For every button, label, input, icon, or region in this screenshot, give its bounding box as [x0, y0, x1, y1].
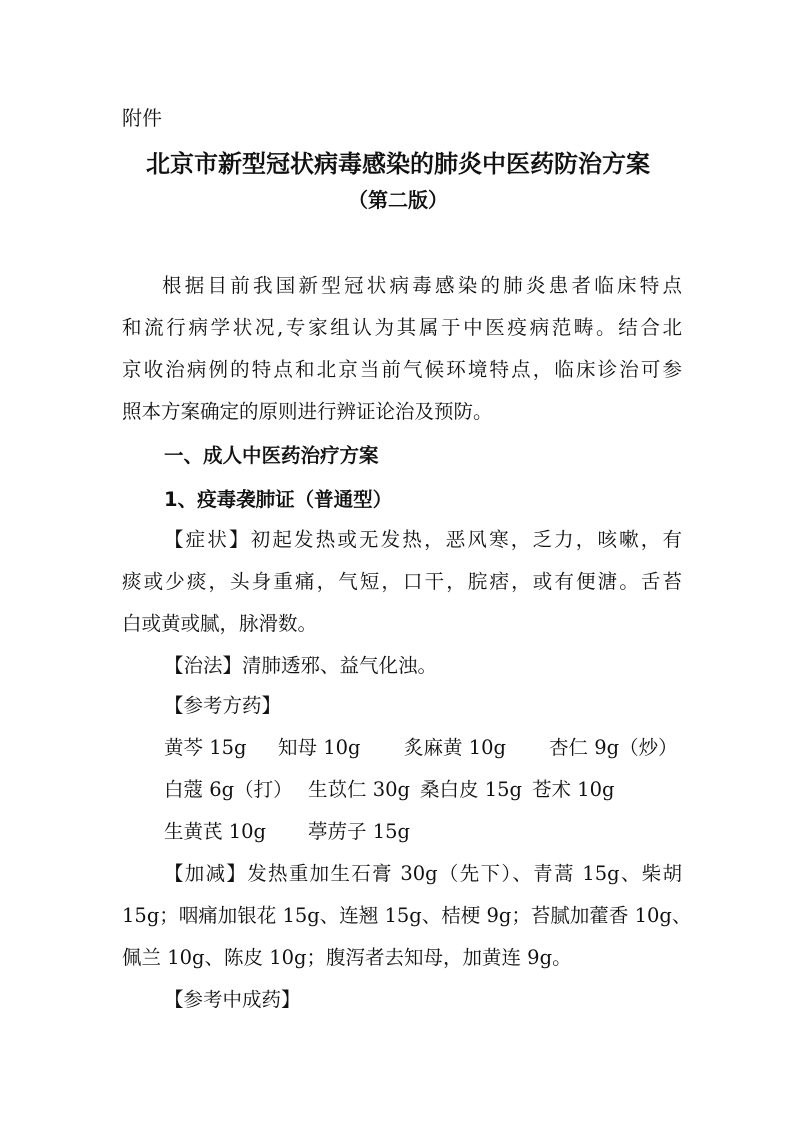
- intro-line-4: 照本方案确定的原则进行辨证论治及预防。: [122, 400, 493, 423]
- treatment-line: 【治法】清肺透邪、益气化浊。: [164, 654, 438, 677]
- modification-line-2: 15g；咽痛加银花 15g、连翘 15g、桔梗 9g；苔腻加藿香 10g、: [122, 904, 692, 927]
- symptoms-line-1: 【症状】初起发热或无发热，恶风寒，乏力，咳嗽，有: [164, 528, 682, 551]
- herb-item: 葶苈子 15g: [308, 820, 410, 843]
- subsection-heading: 1、疫毒袭肺证（普通型）: [164, 488, 393, 511]
- modification-line-3: 佩兰 10g、陈皮 10g；腹泻者去知母，加黄连 9g。: [122, 946, 572, 969]
- prescription-heading: 【参考方药】: [164, 694, 282, 717]
- symptoms-line-2: 痰或少痰，头身重痛，气短，口干，脘痞，或有便溏。舌苔: [122, 570, 682, 593]
- intro-line-3: 京收治病例的特点和北京当前气候环境特点，临床诊治可参: [122, 358, 682, 381]
- herb-item: 炙麻黄 10g: [404, 736, 506, 759]
- herb-item: 黄芩 15g: [164, 736, 247, 759]
- herb-item: 杏仁 9g（炒）: [549, 736, 678, 759]
- herb-item: 生苡仁 30g: [308, 778, 410, 801]
- document-title: 北京市新型冠状病毒感染的肺炎中医药防治方案: [146, 150, 650, 178]
- document-subtitle: （第二版）: [348, 188, 448, 212]
- modification-line-1: 【加减】发热重加生石膏 30g（先下）、青蒿 15g、柴胡: [164, 862, 682, 885]
- attachment-label: 附件: [122, 106, 162, 130]
- section-heading: 一、成人中医药治疗方案: [164, 444, 379, 467]
- intro-line-1: 根据目前我国新型冠状病毒感染的肺炎患者临床特点: [162, 274, 682, 297]
- herb-item: 苍术 10g: [532, 778, 615, 801]
- patent-medicine-heading: 【参考中成药】: [164, 988, 301, 1011]
- herb-item: 桑白皮 15g: [420, 778, 522, 801]
- herb-item: 白蔻 6g（打）: [164, 778, 293, 801]
- intro-line-2: 和流行病学状况,专家组认为其属于中医疫病范畴。结合北: [122, 316, 682, 339]
- herb-item: 知母 10g: [278, 736, 361, 759]
- herb-item: 生黄芪 10g: [164, 820, 266, 843]
- symptoms-line-3: 白或黄或腻，脉滑数。: [122, 612, 318, 635]
